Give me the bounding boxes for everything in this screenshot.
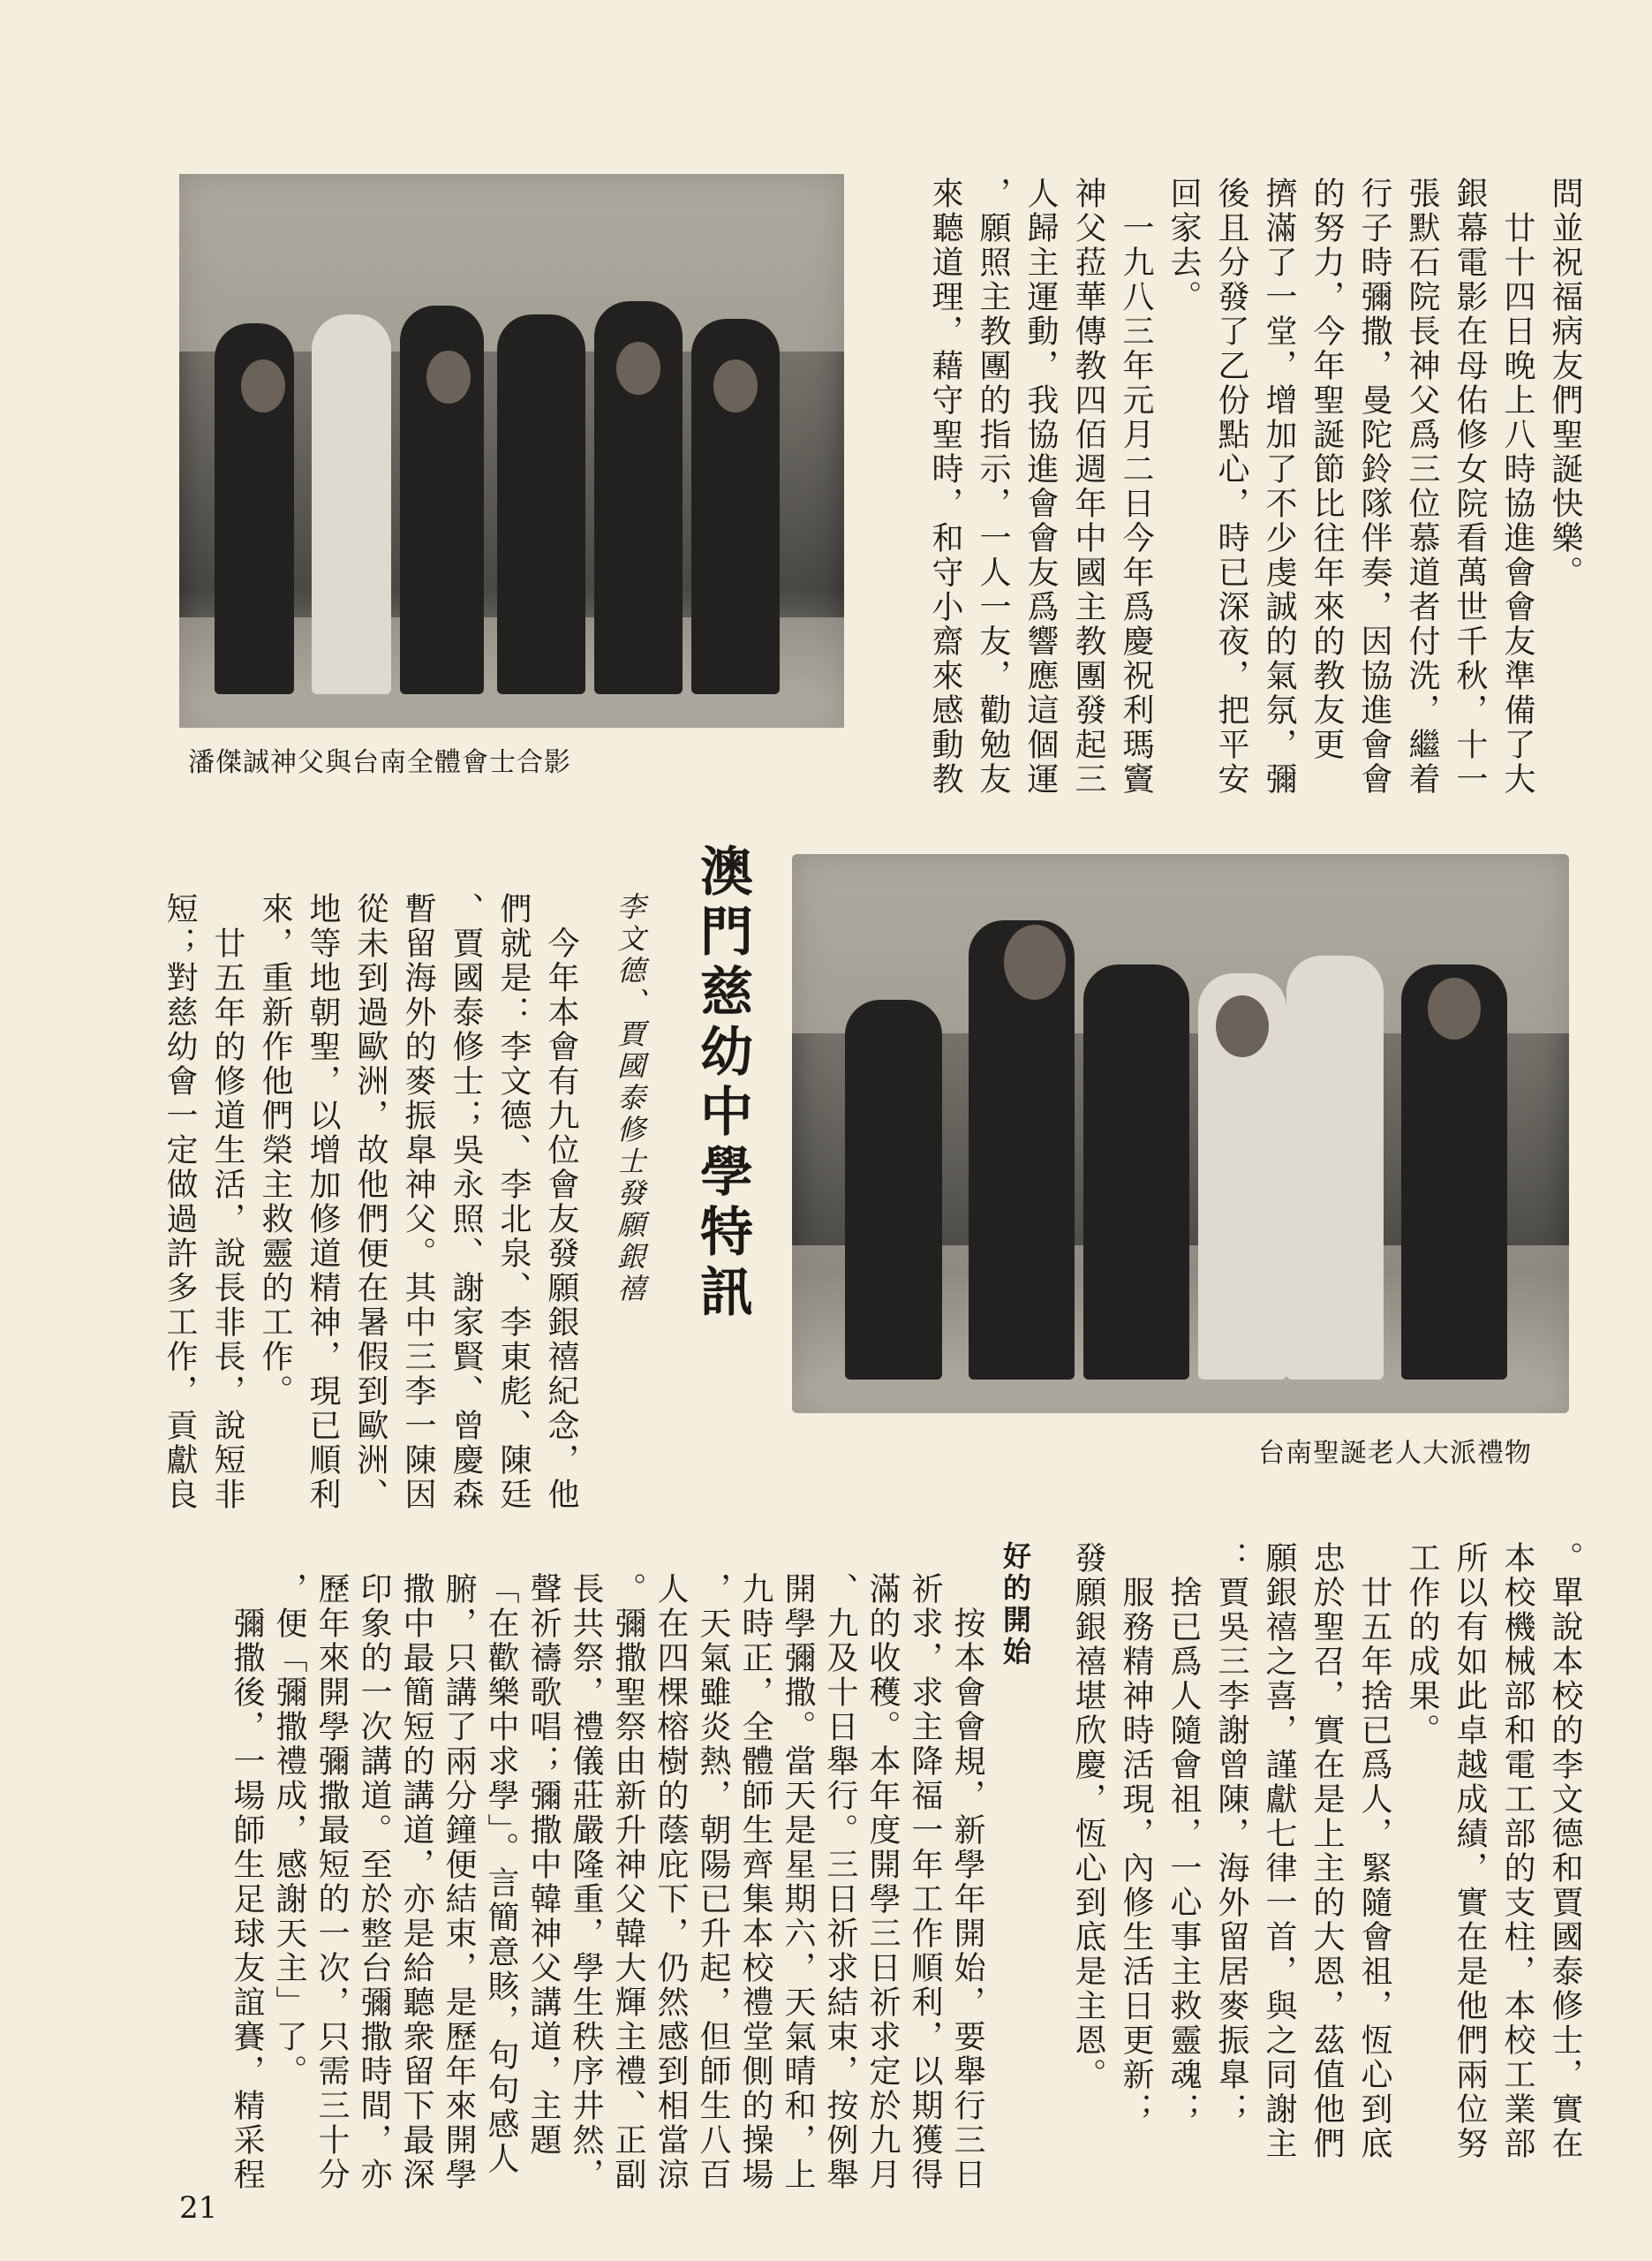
text-column: 歷年來開學彌撒最短的一次，只需三十分: [313, 1572, 350, 2192]
text-column: 願銀禧之喜，謹獻七律一首，與之同謝主: [1261, 1541, 1297, 2161]
text-column: 工作的成果。: [1404, 1541, 1440, 1748]
text-column: 人在四棵榕樹的蔭庇下，仍然感到相當涼: [653, 1572, 689, 2192]
text-column: 按本會會規，新學年開始，要舉行三日: [949, 1572, 985, 2192]
text-column: 神父菈華傳教四佰週年中國主教團發起三: [1070, 177, 1106, 797]
text-column: 、賈國泰修士；吳永照、謝家賢、曾慶森: [448, 892, 484, 1512]
page-number: 21: [179, 2190, 218, 2226]
text-column: 本校機械部和電工部的支柱，本校工業部: [1499, 1541, 1535, 2161]
text-column: 來聽道理，藉守聖時，和守小齋來感動教: [927, 177, 963, 797]
text-column: 。彌撒聖祭由新升神父韓大輝主禮、正副: [610, 1572, 646, 2192]
text-column: 、九及十日舉行。三日祈求結束，按例舉: [822, 1572, 858, 2192]
text-column: ，願照主教團的指示，一人一友，勸勉友: [975, 177, 1011, 797]
text-column: 地等地朝聖，以增加修道精神，現已順利: [305, 892, 341, 1512]
macau-article-byline: 李文德、賈國泰修士發願銀禧: [613, 892, 646, 1305]
text-column: 張默石院長神父爲三位慕道者付洗，繼着: [1404, 177, 1440, 797]
text-column: 廿五年捨已爲人，緊隨會祖，恆心到底: [1356, 1541, 1392, 2161]
text-column: 腑，只講了兩分鐘便結束，是歷年來開學: [441, 1572, 477, 2192]
text-column: 服務精神時活現，內修生活日更新；: [1118, 1541, 1154, 2127]
text-column: 撒中最簡短的講道，亦是給聽衆留下最深: [398, 1572, 434, 2192]
text-column: ：賈吳三李謝曾陳，海外留居麥振臯；: [1213, 1541, 1249, 2127]
gift-photo-caption: 台南聖誕老人大派禮物: [1258, 1438, 1532, 1469]
text-column: 。單說本校的李文德和賈國泰修士，實在: [1547, 1541, 1583, 2161]
text-column: 暫留海外的麥振臯神父。其中三李一陳因: [400, 892, 436, 1512]
text-column: 今年本會有九位會友發願銀禧紀念，他: [543, 892, 579, 1512]
text-column: 開學彌撒。當天是星期六，天氣晴和，上: [780, 1572, 816, 2192]
section-heading: 好的開始: [999, 1541, 1032, 1668]
text-column: 擠滿了一堂，增加了不少虔誠的氣氛，彌: [1261, 177, 1297, 797]
text-column: 來，重新作他們榮主救靈的工作。: [257, 892, 293, 1409]
text-column: 銀幕電影在母佑修女院看萬世千秋，十一: [1452, 177, 1488, 797]
text-column: 行子時彌撒，曼陀鈴隊伴奏，因協進會會: [1356, 177, 1392, 797]
text-column: 一九八三年元月二日今年爲慶祝利瑪竇: [1118, 177, 1154, 797]
text-column: 廿十四日晚上八時協進會會友準備了大: [1499, 177, 1535, 797]
text-column: 後且分發了乙份點心，時已深夜，把平安: [1213, 177, 1249, 797]
text-column: 九時正，全體師生齊集本校禮堂側的操場: [737, 1572, 773, 2192]
text-column: 長共祭，禮儀莊嚴隆重，學生秩序井然，: [568, 1572, 604, 2192]
text-column: 「在歡樂中求學」。言簡意賅，句句感人: [483, 1572, 519, 2176]
text-column: 發願銀禧堪欣慶，恆心到底是主恩。: [1070, 1541, 1106, 2092]
text-column: 從未到過歐洲，故他們便在暑假到歐洲、: [352, 892, 388, 1512]
text-column: 人歸主運動，我協進會會友爲響應這個運: [1022, 177, 1059, 797]
text-column: 的努力，今年聖誕節比往年來的教友更: [1309, 177, 1345, 762]
text-column: 忠於聖召，實在是上主的大恩，茲值他們: [1309, 1541, 1345, 2161]
text-column: 捨已爲人隨會祖，一心事主救靈魂；: [1165, 1541, 1202, 2127]
text-column: 聲祈禱歌唱；彌撒中韓神父講道，主題: [525, 1572, 562, 2158]
text-column: 彌撒後，一場師生足球友誼賽，精采程: [229, 1572, 265, 2192]
text-column: 滿的收穫。本年度開學三日祈求定於九月: [864, 1572, 901, 2192]
text-column: 們就是：李文德、李北泉、李東彪、陳廷: [495, 892, 532, 1512]
text-column: 印象的一次講道。至於整台彌撒時間，亦: [356, 1572, 392, 2192]
text-column: ，天氣雖炎熱，朝陽已升起，但師生八百: [695, 1572, 731, 2192]
text-column: 祈求，求主降福一年工作順利，以期獲得: [907, 1572, 943, 2192]
text-column: 短；對慈幼會一定做過許多工作，貢獻良: [162, 892, 198, 1512]
group-photo-caption: 潘傑誠神父與台南全體會士合影: [188, 747, 571, 778]
group-photo: [179, 174, 844, 728]
text-column: ，便「彌撒禮成，感謝天主」了。: [271, 1572, 307, 2089]
text-column: 回家去。: [1165, 177, 1202, 314]
text-column: 所以有如此卓越成績，實在是他們兩位努: [1452, 1541, 1488, 2161]
text-column: 廿五年的修道生活，說長非長，說短非: [209, 892, 245, 1512]
text-column: 問並祝福病友們聖誕快樂。: [1547, 177, 1583, 590]
macau-article-title: 澳門慈幼中學特訊: [691, 843, 753, 1324]
gift-photo: [792, 854, 1569, 1413]
